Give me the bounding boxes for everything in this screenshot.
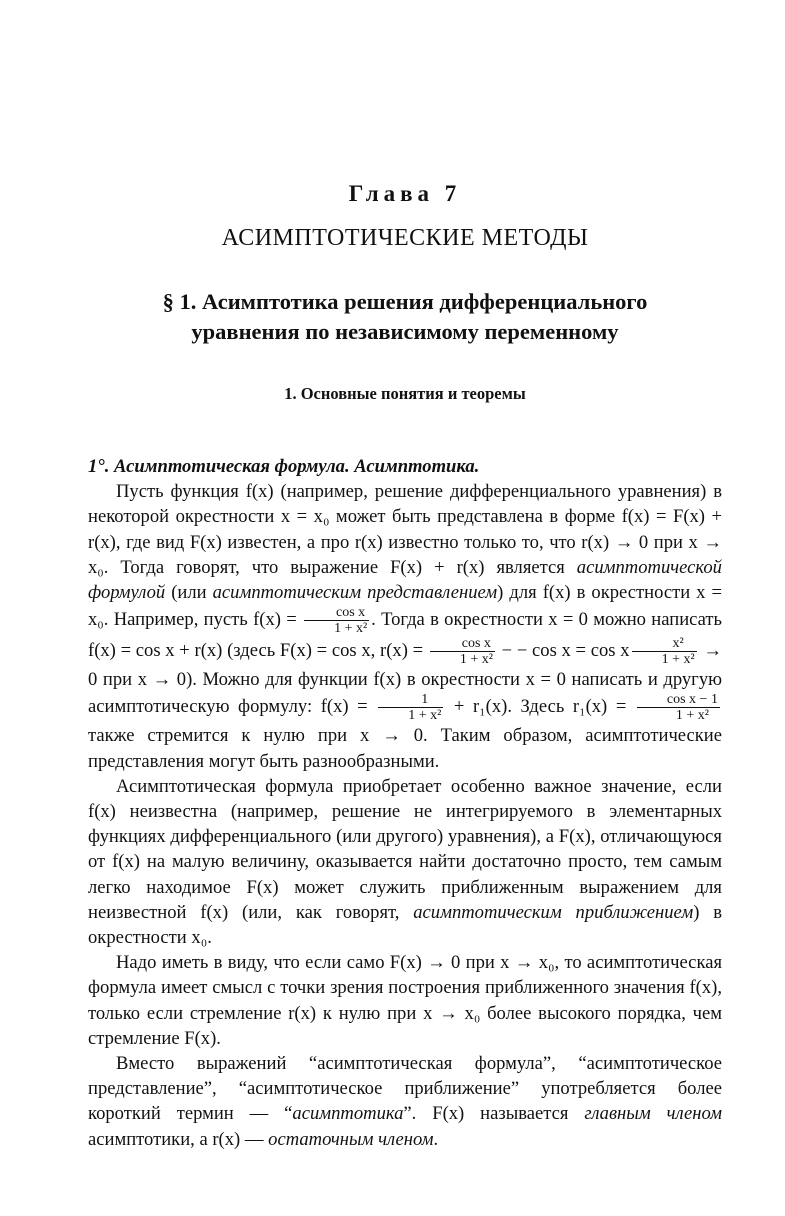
paragraph-1-text-k: f(x) =: [320, 696, 368, 718]
paragraph-1-text-c: ) для f(x) в окрестности x = x₀.: [88, 582, 722, 630]
paragraph-1-text-d: Например, пусть f(x) =: [113, 608, 297, 630]
paragraph-1-text-g: −: [501, 639, 513, 661]
paragraph-4-text-a: Вместо выражений “асимптотическая формула”, “асимптотическое представление”, “асимптотическое приближение” употребляется более короткий термин — “: [88, 1053, 722, 1125]
fraction-4-num: 1: [378, 692, 443, 708]
point-title: Асимптотическая формула. Асимптотика.: [114, 456, 480, 477]
chapter-title: АСИМПТОТИЧЕСКИЕ МЕТОДЫ: [221, 225, 589, 251]
paragraph-1-text-e: . Тогда в окрестности x = 0 можно: [371, 608, 646, 630]
paragraph-1-text-h: − cos x = cos x: [516, 639, 630, 661]
paragraph-2-text-a: Асимптотическая формула приобретает особенно важное значение, если f(x) неизвестна (например, решение не интегрируемого в элементарных функциях дифференциального (или другого) уравнения), а F(x), отличающуюся от f(x) на малую величину, оказывается найти достаточно просто, тем самым легко находимое F(x) может служить приближенным выражением для неизвестной f(x) (или, как говорят,: [88, 775, 722, 923]
fraction-5-num: cos x − 1: [637, 692, 720, 708]
fraction-4-den: 1 + x²: [408, 708, 442, 724]
paragraph-1-text-m: также стремится к нулю: [88, 725, 305, 747]
term-main-member: главным членом: [584, 1103, 722, 1125]
section-heading: [88, 287, 722, 347]
fraction-4: [378, 692, 443, 723]
paragraph-3: Надо иметь в виду, что если само F(x) → 0 при x → x₀, то асимптотическая формула имеет смысл с точки зрения построения приближенного значения f(x), только если стремление r(x) к нулю при x → x₀ более высокого порядка, чем стремление F(x).: [88, 952, 722, 1049]
subsection-heading: 1. Основные понятия и теоремы: [284, 384, 526, 403]
section-heading-line2: уравнения по независимому переменному: [191, 319, 619, 344]
fraction-1: [304, 605, 369, 636]
fraction-2: [430, 636, 495, 667]
fraction-3-num: x²: [632, 636, 697, 652]
paragraph-1-text-n: при x → 0. Таким образом, асимптотические представления могут быть разнообразными.: [88, 725, 722, 772]
paragraph-1-text-j: в окрестности x = 0 написать и другую асимптотическую формулу:: [88, 669, 723, 718]
paragraph-1: [88, 479, 722, 774]
paragraph-1-text-l: + r₁(x). Здесь r₁(x) =: [453, 696, 627, 718]
paragraph-1-text-i: → 0 при x → 0). Можно для функции f(x): [88, 639, 722, 691]
paragraph-4-text-d: .: [433, 1128, 439, 1150]
paragraph-2-text-b: ) в окрестности x₀.: [88, 901, 722, 949]
paragraph-1-text-a: Пусть функция f(x) (например, решение дифференциального уравнения) в некоторой окрестности x = x₀ может быть представлена в форме f(x) = F(x) + r(x), где вид F(x) известен, а про r(x) известно только то, что r(x) → 0 при x → x₀. Тогда говорят, что выражение F(x) + r(x) является: [88, 481, 722, 578]
fraction-1-num: cos x: [304, 605, 369, 621]
body-text: [88, 454, 722, 1152]
fraction-2-den: 1 + x²: [459, 652, 493, 668]
term-asymptotics: асимптотика: [292, 1103, 404, 1125]
paragraph-4-text-b: ”. F(x) называется: [403, 1103, 569, 1125]
paragraph-4-text-c: асимптотики, а r(x) —: [88, 1128, 264, 1150]
term-asymptotic-representation: асимптотическим представлением: [212, 582, 498, 604]
section-heading-line1: § 1. Асимптотика решения дифференциального: [162, 289, 648, 314]
fraction-5-den: 1 + x²: [675, 708, 709, 724]
fraction-1-den: 1 + x²: [334, 621, 368, 637]
chapter-label: Глава 7: [348, 181, 462, 206]
term-asymptotic-formula: асимптотической формулой: [88, 556, 722, 604]
paragraph-2: [88, 774, 722, 950]
fraction-5: [637, 692, 720, 723]
point-number: 1°.: [88, 456, 110, 477]
fraction-3-den: 1 + x²: [661, 652, 695, 668]
paragraph-1-text-f: написать f(x) = cos x + r(x) (здесь F(x) = cos x, r(x) =: [88, 608, 722, 661]
point-heading: [88, 454, 722, 479]
term-remainder-member: остаточным членом: [268, 1128, 434, 1150]
term-asymptotic-approximation: асимптотическим приближением: [413, 901, 694, 923]
paragraph-1-text-b: (или: [171, 582, 207, 604]
fraction-3: [632, 636, 697, 667]
fraction-2-num: cos x: [430, 636, 495, 652]
paragraph-4: [88, 1051, 722, 1152]
